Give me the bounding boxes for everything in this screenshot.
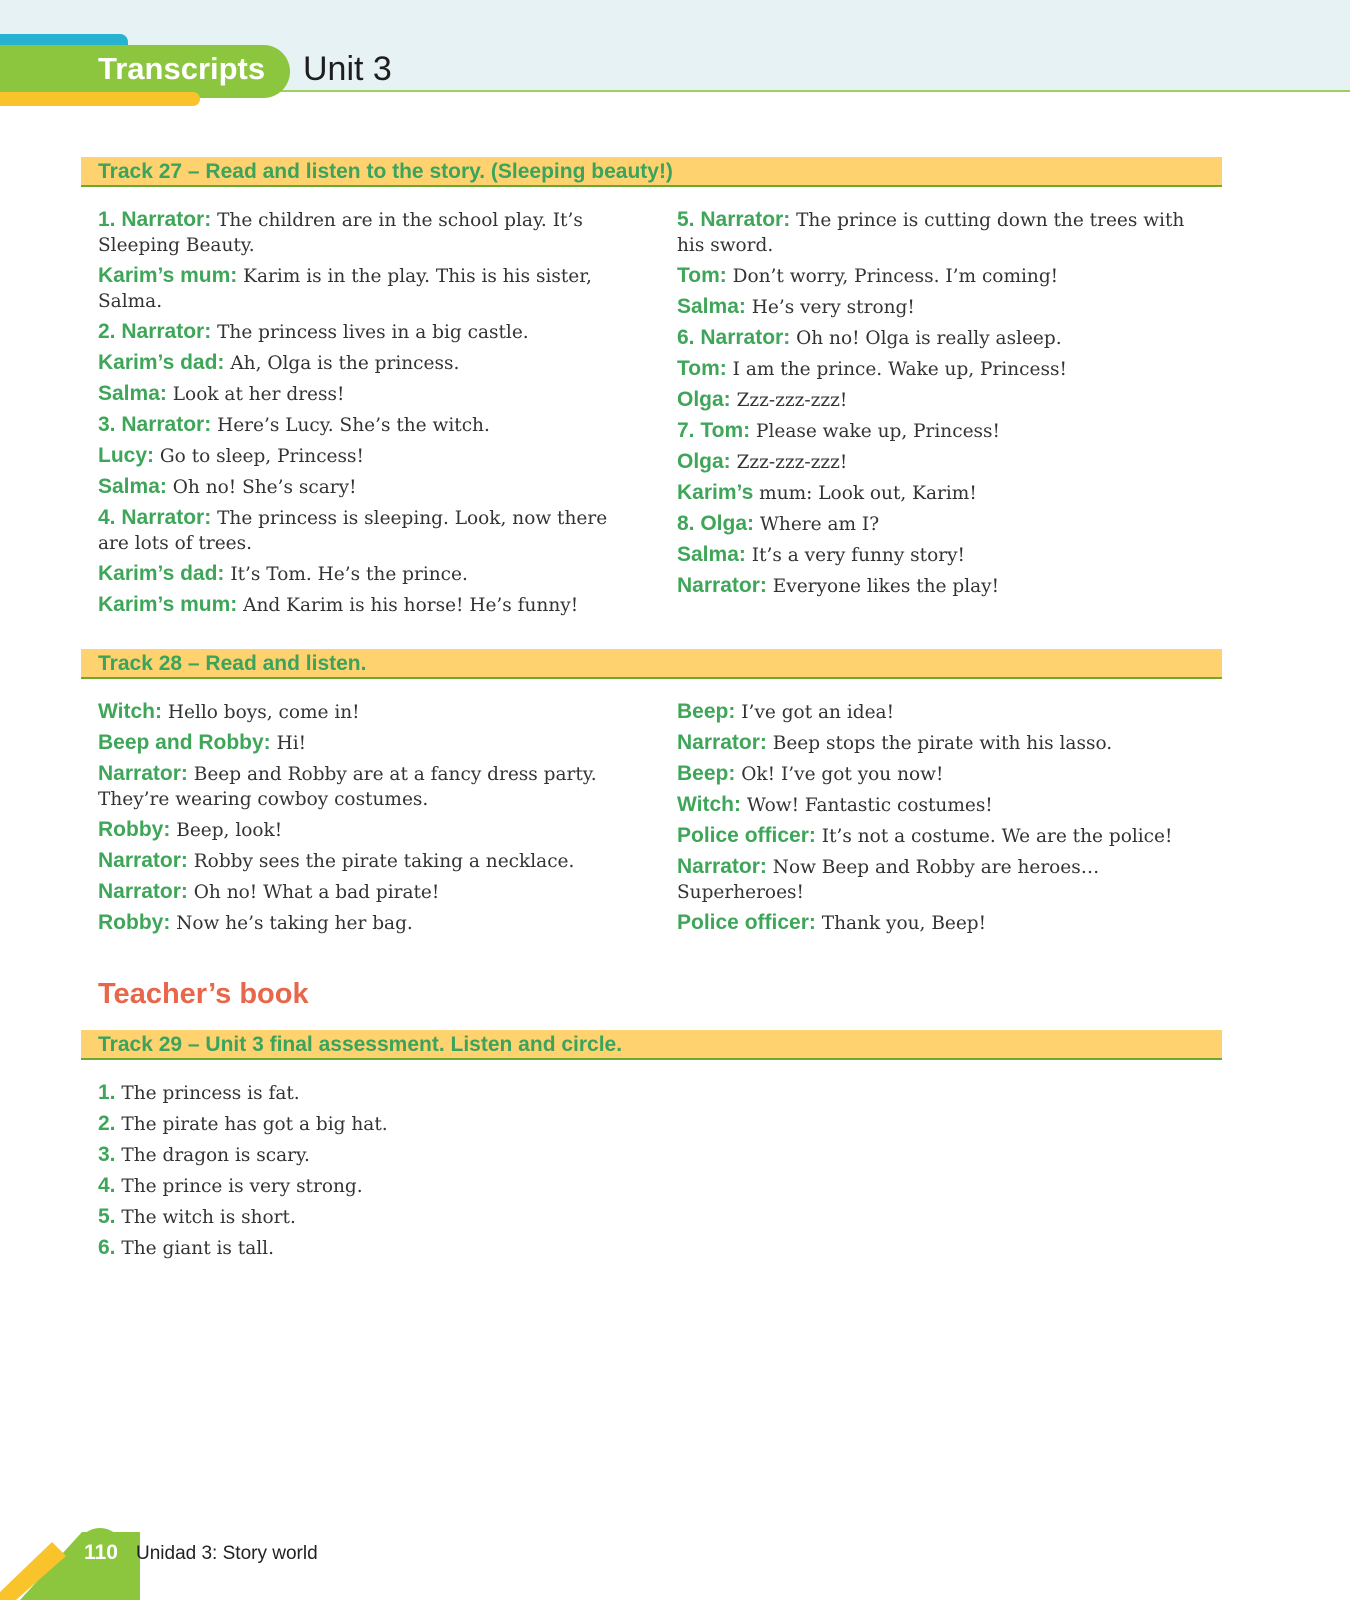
speaker: 4. Narrator: bbox=[98, 506, 212, 529]
line-text: Now Beep and Robby are heroes… Superheroes! bbox=[677, 857, 1100, 903]
speaker: Tom: bbox=[677, 264, 727, 287]
line-text: Hi! bbox=[276, 733, 307, 754]
speaker: Salma: bbox=[677, 543, 746, 566]
header-accent-yellow bbox=[0, 92, 200, 106]
transcript-line bbox=[677, 480, 1217, 506]
transcript-line bbox=[98, 381, 633, 407]
transcript-line bbox=[677, 854, 1222, 905]
transcript-line bbox=[98, 879, 633, 905]
line-text: Oh no! What a bad pirate! bbox=[193, 882, 440, 903]
line-text: The prince is cutting down the trees with his sword. bbox=[677, 210, 1185, 256]
list-item bbox=[98, 1080, 633, 1106]
speaker: Tom: bbox=[677, 357, 727, 380]
line-text: mum: Look out, Karim! bbox=[759, 483, 977, 504]
speaker: Karim’s dad: bbox=[98, 562, 225, 585]
transcript-line bbox=[98, 443, 633, 469]
track-27-bar bbox=[81, 157, 1222, 187]
transcript-line bbox=[677, 511, 1217, 537]
speaker: Witch: bbox=[677, 793, 741, 816]
speaker: 5. Narrator: bbox=[677, 208, 791, 231]
speaker: Robby: bbox=[98, 911, 171, 934]
track-27-left-column bbox=[98, 207, 633, 623]
speaker: 7. Tom: bbox=[677, 419, 751, 442]
line-text: Beep and Robby are at a fancy dress party. They’re wearing cowboy costumes. bbox=[98, 764, 597, 810]
speaker: Karim’s bbox=[677, 481, 754, 504]
line-text: And Karim is his horse! He’s funny! bbox=[243, 595, 579, 616]
speaker: Narrator: bbox=[677, 855, 767, 878]
transcript-line bbox=[677, 761, 1222, 787]
track-29-list bbox=[98, 1080, 633, 1266]
line-text: Don’t worry, Princess. I’m coming! bbox=[732, 266, 1059, 287]
item-number: 6. bbox=[98, 1236, 116, 1259]
track-27-title: Track 27 – Read and listen to the story. (Sleeping beauty!) bbox=[98, 160, 673, 183]
transcript-line bbox=[677, 356, 1217, 382]
speaker: Salma: bbox=[677, 295, 746, 318]
speaker: Beep and Robby: bbox=[98, 731, 271, 754]
speaker: 1. Narrator: bbox=[98, 208, 212, 231]
speaker: Beep: bbox=[677, 700, 736, 723]
transcript-line bbox=[677, 573, 1217, 599]
line-text: Zzz-zzz-zzz! bbox=[736, 390, 848, 411]
line-text: Thank you, Beep! bbox=[821, 913, 987, 934]
track-29-bar bbox=[81, 1030, 1222, 1060]
line-text: Karim is in the play. This is his sister, Salma. bbox=[98, 266, 592, 312]
list-item bbox=[98, 1173, 633, 1199]
transcript-line bbox=[98, 412, 633, 438]
line-text: It’s Tom. He’s the prince. bbox=[230, 564, 468, 585]
item-number: 1. bbox=[98, 1081, 116, 1104]
line-text: The princess is sleeping. Look, now there are lots of trees. bbox=[98, 508, 608, 554]
speaker: Narrator: bbox=[98, 880, 188, 903]
line-text: Oh no! She’s scary! bbox=[172, 477, 357, 498]
line-text: Hello boys, come in! bbox=[167, 702, 360, 723]
line-text: He’s very strong! bbox=[751, 297, 915, 318]
transcript-line bbox=[98, 505, 633, 556]
transcript-line bbox=[98, 319, 633, 345]
track-28-left-column bbox=[98, 699, 633, 941]
line-text: Robby sees the pirate taking a necklace. bbox=[193, 851, 575, 872]
line-text: The princess lives in a big castle. bbox=[217, 322, 529, 343]
transcript-line bbox=[677, 325, 1217, 351]
transcript-line bbox=[98, 761, 633, 812]
transcript-line bbox=[677, 910, 1222, 936]
item-number: 5. bbox=[98, 1205, 116, 1228]
transcript-line bbox=[98, 350, 633, 376]
transcript-line bbox=[98, 561, 633, 587]
speaker: Narrator: bbox=[677, 731, 767, 754]
transcript-line bbox=[677, 823, 1222, 849]
line-text: Where am I? bbox=[759, 514, 880, 535]
speaker: Police officer: bbox=[677, 911, 816, 934]
transcript-line bbox=[98, 474, 633, 500]
line-text: Here’s Lucy. She’s the witch. bbox=[217, 415, 490, 436]
transcript-line bbox=[98, 263, 633, 314]
speaker: Olga: bbox=[677, 450, 731, 473]
transcript-line bbox=[677, 263, 1217, 289]
line-text: Zzz-zzz-zzz! bbox=[736, 452, 848, 473]
transcript-line bbox=[98, 730, 633, 756]
line-text: Look at her dress! bbox=[172, 384, 345, 405]
speaker: 6. Narrator: bbox=[677, 326, 791, 349]
speaker: Narrator: bbox=[98, 849, 188, 872]
line-text: Oh no! Olga is really asleep. bbox=[796, 328, 1062, 349]
track-29-title: Track 29 – Unit 3 final assessment. Listen and circle. bbox=[98, 1033, 623, 1056]
line-text: Ok! I’ve got you now! bbox=[741, 764, 944, 785]
transcript-line bbox=[677, 207, 1217, 258]
transcript-line bbox=[677, 449, 1217, 475]
line-text: Please wake up, Princess! bbox=[756, 421, 1000, 442]
footer-corner-shape bbox=[0, 1480, 140, 1600]
header-unit: Unit 3 bbox=[303, 50, 392, 88]
speaker: Salma: bbox=[98, 475, 167, 498]
track-27-right-column bbox=[677, 207, 1217, 604]
transcript-line bbox=[677, 699, 1222, 725]
item-text: The prince is very strong. bbox=[121, 1176, 363, 1197]
speaker: Lucy: bbox=[98, 444, 155, 467]
speaker: Robby: bbox=[98, 818, 171, 841]
speaker: Witch: bbox=[98, 700, 162, 723]
line-text: Wow! Fantastic costumes! bbox=[746, 795, 993, 816]
item-text: The dragon is scary. bbox=[121, 1145, 310, 1166]
line-text: Everyone likes the play! bbox=[772, 576, 1000, 597]
transcript-line bbox=[98, 592, 633, 618]
list-item bbox=[98, 1204, 633, 1230]
line-text: It’s a very funny story! bbox=[751, 545, 965, 566]
transcript-line bbox=[98, 207, 633, 258]
speaker: Karim’s dad: bbox=[98, 351, 225, 374]
item-text: The giant is tall. bbox=[121, 1238, 274, 1259]
speaker: 8. Olga: bbox=[677, 512, 755, 535]
speaker: Narrator: bbox=[98, 762, 188, 785]
speaker: 3. Narrator: bbox=[98, 413, 212, 436]
track-28-title: Track 28 – Read and listen. bbox=[98, 652, 367, 675]
item-number: 3. bbox=[98, 1143, 116, 1166]
line-text: Beep, look! bbox=[176, 820, 283, 841]
line-text: Go to sleep, Princess! bbox=[159, 446, 364, 467]
transcript-line bbox=[98, 699, 633, 725]
list-item bbox=[98, 1235, 633, 1261]
line-text: Ah, Olga is the princess. bbox=[230, 353, 460, 374]
speaker: Salma: bbox=[98, 382, 167, 405]
transcript-line bbox=[677, 294, 1217, 320]
item-text: The princess is fat. bbox=[121, 1083, 300, 1104]
speaker: Beep: bbox=[677, 762, 736, 785]
item-text: The pirate has got a big hat. bbox=[121, 1114, 388, 1135]
speaker: Narrator: bbox=[677, 574, 767, 597]
transcript-line bbox=[677, 542, 1217, 568]
transcript-line bbox=[677, 418, 1217, 444]
track-28-right-column bbox=[677, 699, 1222, 941]
item-number: 4. bbox=[98, 1174, 116, 1197]
list-item bbox=[98, 1111, 633, 1137]
transcript-line bbox=[677, 792, 1222, 818]
item-number: 2. bbox=[98, 1112, 116, 1135]
item-text: The witch is short. bbox=[121, 1207, 296, 1228]
speaker: Olga: bbox=[677, 388, 731, 411]
transcript-line bbox=[98, 817, 633, 843]
header-label: Transcripts bbox=[98, 51, 266, 86]
transcript-line bbox=[677, 730, 1222, 756]
list-item bbox=[98, 1142, 633, 1168]
speaker: 2. Narrator: bbox=[98, 320, 212, 343]
track-28-bar bbox=[81, 649, 1222, 679]
line-text: The children are in the school play. It’s Sleeping Beauty. bbox=[98, 210, 583, 256]
line-text: I’ve got an idea! bbox=[741, 702, 895, 723]
transcript-line bbox=[98, 848, 633, 874]
speaker: Karim’s mum: bbox=[98, 593, 238, 616]
line-text: I am the prince. Wake up, Princess! bbox=[732, 359, 1067, 380]
page-number: 110 bbox=[84, 1541, 118, 1564]
line-text: Now he’s taking her bag. bbox=[176, 913, 413, 934]
speaker: Karim’s mum: bbox=[98, 264, 238, 287]
teacher-book-heading: Teacher’s book bbox=[98, 978, 309, 1010]
line-text: It’s not a costume. We are the police! bbox=[821, 826, 1173, 847]
speaker: Police officer: bbox=[677, 824, 816, 847]
footer-section-title: Unidad 3: Story world bbox=[136, 1543, 318, 1564]
transcript-line bbox=[98, 910, 633, 936]
transcript-line bbox=[677, 387, 1217, 413]
line-text: Beep stops the pirate with his lasso. bbox=[772, 733, 1113, 754]
